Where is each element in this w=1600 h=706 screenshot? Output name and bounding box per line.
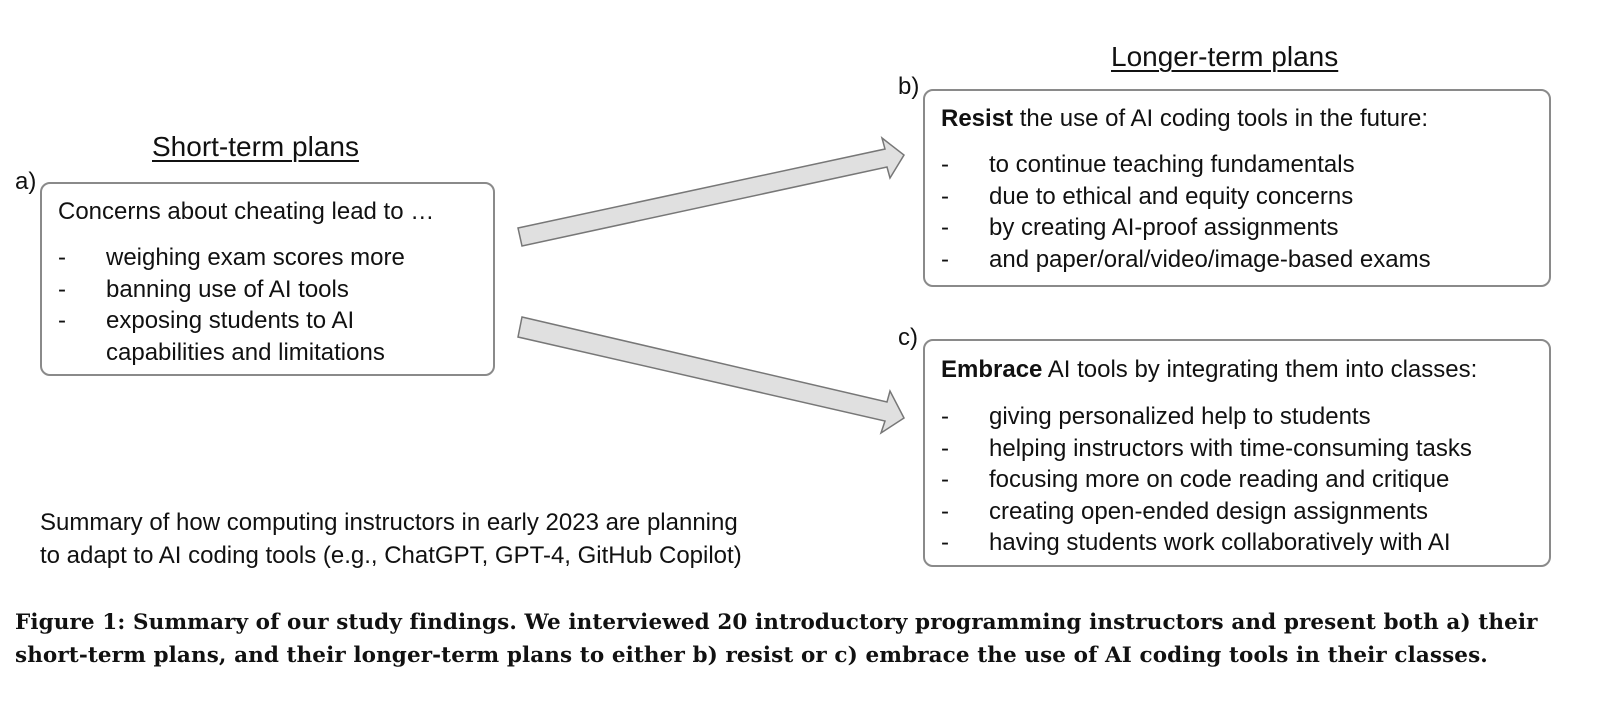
embrace-keyword: Embrace (941, 356, 1043, 383)
figure-caption (15, 606, 1595, 672)
embrace-box: Embrace AI tools by integrating them into classes: - giving personalized help to students - helping instructors with time-consuming tasks - focusing more on code reading and critique - creating open-ended design assignments - having students work collaboratively with AI (923, 339, 1551, 567)
summary-line-2: to adapt to AI coding tools (e.g., ChatGPT, GPT-4, GitHub Copilot) (40, 542, 742, 569)
label-a: a) (15, 168, 37, 195)
caption-line-2: short-term plans, and their longer-term plans to either b) resist or c) embrace the use of AI coding tools in their classes. (15, 643, 1488, 668)
embrace-lead-rest: AI tools by integrating them into classes: (1042, 356, 1478, 383)
resist-box: Resist the use of AI coding tools in the future: - to continue teaching fundamentals - due to ethical and equity concerns - by creating AI-proof assignments - and paper/oral/video/image-based exams (923, 89, 1551, 287)
arrow-to-embrace (518, 317, 904, 433)
short-term-lead: Concerns about cheating lead to … (58, 198, 435, 225)
long-term-heading: Longer-term plans (1111, 41, 1339, 72)
summary-line-1: Summary of how computing instructors in early 2023 are planning (40, 509, 738, 536)
short-term-box: Concerns about cheating lead to … - weighing exam scores more - banning use of AI tools - exposing students to AI capabilities and limitations (40, 182, 495, 376)
resist-keyword: Resist (941, 105, 1014, 132)
embrace-lead (941, 356, 1477, 384)
caption-line-1: Figure 1: Summary of our study findings. We interviewed 20 introductory programming instructors and present both a) their (15, 610, 1538, 635)
summary-text (40, 506, 870, 572)
arrow-to-resist (518, 138, 904, 246)
short-term-heading: Short-term plans (152, 131, 359, 162)
label-b: b) (898, 73, 920, 100)
label-c: c) (898, 324, 918, 351)
resist-lead-rest: the use of AI coding tools in the future: (1013, 105, 1428, 132)
resist-lead (941, 105, 1428, 133)
